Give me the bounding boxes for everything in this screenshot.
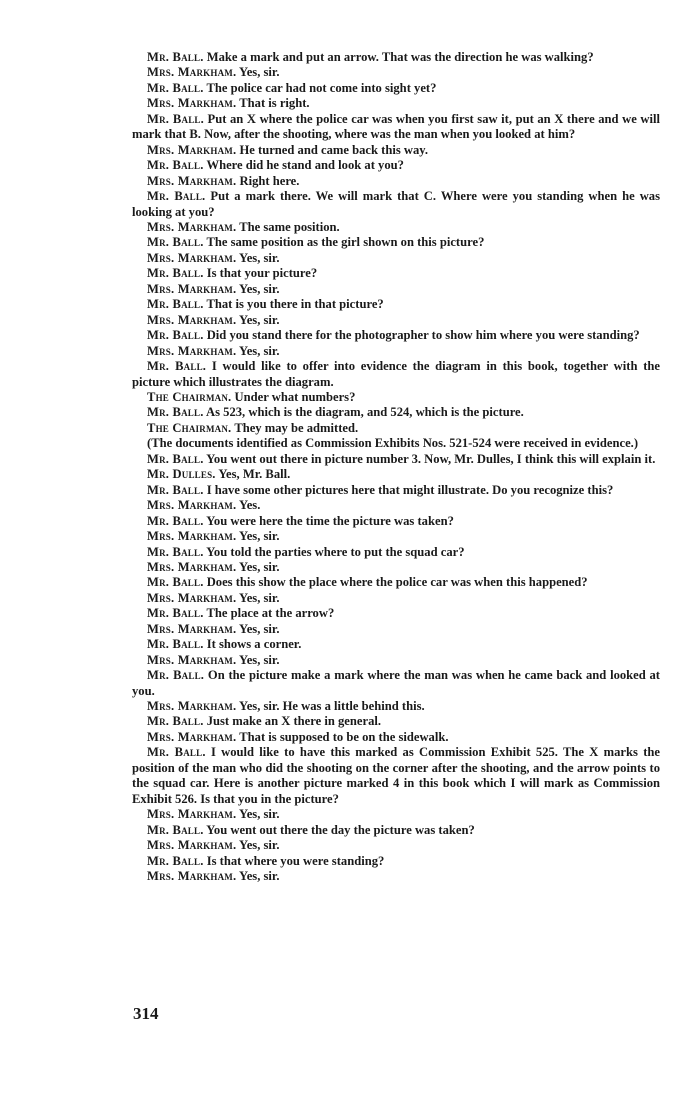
- speech-text: Yes, sir. He was a little behind this.: [239, 699, 425, 714]
- speech-text: Yes, sir.: [239, 590, 280, 605]
- testimony-paragraph: [132, 514, 660, 529]
- testimony-paragraph: [132, 838, 660, 853]
- speaker-name: Mrs. Markham.: [147, 65, 237, 80]
- speaker-name: The Chairman.: [147, 420, 232, 435]
- speech-text: (The documents identified as Commission Exhibits Nos. 521-524 were received in evidence.): [147, 436, 639, 451]
- testimony-paragraph: [132, 637, 660, 652]
- speech-text: Is that your picture?: [206, 266, 318, 281]
- speech-text: Put a mark there. We will mark that C. Where were you standing when he was looking at you?: [132, 189, 660, 219]
- speaker-name: Mr. Ball.: [147, 50, 204, 64]
- speaker-name: Mrs. Markham.: [147, 838, 237, 853]
- speech-text: That is you there in that picture?: [206, 297, 384, 312]
- testimony-paragraph: [132, 112, 660, 143]
- speech-text: You were here the time the picture was taken?: [206, 513, 454, 528]
- testimony-paragraph: [132, 266, 660, 281]
- testimony-paragraph: [132, 606, 660, 621]
- speaker-name: Mr. Ball.: [147, 544, 204, 559]
- speaker-name: Mrs. Markham.: [147, 498, 237, 513]
- testimony-paragraph: [132, 436, 660, 451]
- testimony-paragraph: [132, 174, 660, 189]
- speech-text: Yes, sir.: [239, 621, 280, 636]
- speech-text: Just make an X there in general.: [206, 714, 382, 729]
- speaker-name: Mrs. Markham.: [147, 173, 237, 188]
- speech-text: Yes, sir.: [239, 250, 280, 265]
- speaker-name: Mrs. Markham.: [147, 807, 237, 822]
- testimony-paragraph: [132, 823, 660, 838]
- speech-text: Yes, sir.: [239, 838, 280, 853]
- testimony-paragraph: [132, 50, 660, 65]
- testimony-paragraph: [132, 699, 660, 714]
- testimony-paragraph: [132, 65, 660, 80]
- testimony-paragraph: [132, 405, 660, 420]
- speaker-name: Mr. Ball.: [147, 513, 204, 528]
- speaker-name: Mrs. Markham.: [147, 590, 237, 605]
- speaker-name: Mrs. Markham.: [147, 96, 237, 111]
- speech-text: You told the parties where to put the squad car?: [206, 544, 465, 559]
- speech-text: They may be admitted.: [234, 420, 359, 435]
- speaker-name: Mrs. Markham.: [147, 312, 237, 327]
- speaker-name: Mrs. Markham.: [147, 699, 237, 714]
- speech-text: Yes, sir.: [239, 529, 280, 544]
- speech-text: Yes, sir.: [239, 281, 280, 296]
- speech-text: You went out there the day the picture was taken?: [206, 822, 475, 837]
- testimony-paragraph: [132, 483, 660, 498]
- speech-text: Where did he stand and look at you?: [206, 158, 404, 173]
- testimony-paragraph: [132, 220, 660, 235]
- speech-text: Yes, sir.: [239, 869, 280, 884]
- speaker-name: Mrs. Markham.: [147, 869, 237, 884]
- speaker-name: Mr. Ball.: [147, 405, 204, 420]
- testimony-paragraph: [132, 452, 660, 467]
- speaker-name: Mr. Dulles.: [147, 467, 216, 482]
- testimony-paragraph: [132, 359, 660, 390]
- speech-text: The same position.: [239, 219, 340, 234]
- speech-text: That is right.: [239, 96, 310, 111]
- testimony-paragraph: [132, 344, 660, 359]
- testimony-paragraph: [132, 297, 660, 312]
- testimony-paragraph: [132, 668, 660, 699]
- speaker-name: Mr. Ball.: [147, 714, 204, 729]
- speaker-name: Mr. Ball.: [147, 745, 206, 760]
- speech-text: Yes, sir.: [239, 343, 280, 358]
- speech-text: Right here.: [239, 173, 300, 188]
- speaker-name: Mrs. Markham.: [147, 621, 237, 636]
- testimony-paragraph: [132, 282, 660, 297]
- speech-text: It shows a corner.: [206, 637, 302, 652]
- speaker-name: Mr. Ball.: [147, 668, 205, 683]
- speaker-name: Mrs. Markham.: [147, 142, 237, 157]
- speech-text: Yes, sir.: [239, 652, 280, 667]
- speech-text: Did you stand there for the photographer to show him where you were standing?: [206, 328, 640, 343]
- testimony-paragraph: [132, 390, 660, 405]
- testimony-paragraph: [132, 189, 660, 220]
- speech-text: Put an X where the police car was when you first saw it, put an X there and we will mark that B. Now, after the shooting, where was the man when you looked at him?: [132, 111, 660, 142]
- testimony-paragraph: [132, 328, 660, 343]
- speech-text: He turned and came back this way.: [239, 142, 429, 157]
- speech-text: Yes.: [239, 498, 261, 513]
- speech-text: Does this show the place where the police car was when this happened?: [206, 575, 588, 590]
- testimony-paragraph: [132, 622, 660, 637]
- speaker-name: Mr. Ball.: [147, 111, 204, 126]
- speech-text: Yes, sir.: [239, 312, 280, 327]
- testimony-paragraph: [132, 854, 660, 869]
- testimony-paragraph: [132, 529, 660, 544]
- testimony-paragraph: [132, 653, 660, 668]
- speech-text: As 523, which is the diagram, and 524, which is the picture.: [206, 405, 524, 420]
- speaker-name: Mrs. Markham.: [147, 559, 237, 574]
- speech-text: I would like to have this marked as Commission Exhibit 525. The X marks the position of the man who did the shooting on the corner after the shooting, and the arrow points to the squad car. Here is another picture marked 4 in this book which I will mark as Commission Exhibit 526. Is that you in the picture?: [132, 745, 660, 806]
- testimony-paragraph: [132, 251, 660, 266]
- testimony-paragraph: [132, 467, 660, 482]
- testimony-paragraph: [132, 591, 660, 606]
- speaker-name: Mr. Ball.: [147, 297, 204, 312]
- speech-text: That is supposed to be on the sidewalk.: [239, 729, 449, 744]
- speaker-name: Mr. Ball.: [147, 235, 204, 250]
- speech-text: Make a mark and put an arrow. That was the direction he was walking?: [206, 50, 594, 64]
- speaker-name: Mr. Ball.: [147, 328, 204, 343]
- speaker-name: Mr. Ball.: [147, 853, 204, 868]
- testimony-paragraph: [132, 560, 660, 575]
- speech-text: I would like to offer into evidence the diagram in this book, together with the picture which illustrates the diagram.: [132, 359, 660, 389]
- speaker-name: Mr. Ball.: [147, 189, 206, 204]
- speaker-name: Mr. Ball.: [147, 266, 204, 281]
- testimony-paragraph: [132, 143, 660, 158]
- page-number: 314: [133, 1004, 159, 1023]
- testimony-paragraph: [132, 575, 660, 590]
- speech-text: The same position as the girl shown on this picture?: [206, 235, 485, 250]
- testimony-paragraph: [132, 714, 660, 729]
- speech-text: Is that where you were standing?: [206, 853, 385, 868]
- speaker-name: Mrs. Markham.: [147, 281, 237, 296]
- speech-text: Yes, sir.: [239, 559, 280, 574]
- speech-text: Under what numbers?: [234, 389, 356, 404]
- testimony-paragraph: [132, 313, 660, 328]
- speaker-name: Mr. Ball.: [147, 451, 204, 466]
- speaker-name: Mrs. Markham.: [147, 343, 237, 358]
- speaker-name: The Chairman.: [147, 389, 232, 404]
- speaker-name: Mr. Ball.: [147, 575, 204, 590]
- testimony-paragraph: [132, 498, 660, 513]
- speech-text: The place at the arrow?: [206, 606, 335, 621]
- speech-text: You went out there in picture number 3. Now, Mr. Dulles, I think this will explain it.: [206, 451, 656, 466]
- speaker-name: Mrs. Markham.: [147, 652, 237, 667]
- speaker-name: Mrs. Markham.: [147, 729, 237, 744]
- speaker-name: Mrs. Markham.: [147, 219, 237, 234]
- testimony-transcript: [132, 50, 660, 884]
- speaker-name: Mr. Ball.: [147, 482, 204, 497]
- testimony-paragraph: [132, 96, 660, 111]
- testimony-paragraph: [132, 235, 660, 250]
- speech-text: The police car had not come into sight yet?: [206, 80, 437, 95]
- speech-text: Yes, sir.: [239, 807, 280, 822]
- speech-text: Yes, Mr. Ball.: [218, 467, 291, 482]
- speaker-name: Mr. Ball.: [147, 359, 207, 374]
- speaker-name: Mr. Ball.: [147, 637, 204, 652]
- speaker-name: Mrs. Markham.: [147, 529, 237, 544]
- speech-text: I have some other pictures here that might illustrate. Do you recognize this?: [206, 482, 614, 497]
- speaker-name: Mr. Ball.: [147, 158, 204, 173]
- speaker-name: Mr. Ball.: [147, 606, 204, 621]
- testimony-paragraph: [132, 745, 660, 807]
- speech-text: On the picture make a mark where the man was when he came back and looked at you.: [132, 668, 660, 698]
- testimony-paragraph: [132, 807, 660, 822]
- testimony-paragraph: [132, 158, 660, 173]
- speech-text: Yes, sir.: [239, 65, 280, 80]
- speaker-name: Mr. Ball.: [147, 80, 204, 95]
- speaker-name: Mrs. Markham.: [147, 250, 237, 265]
- testimony-paragraph: [132, 545, 660, 560]
- speaker-name: Mr. Ball.: [147, 822, 204, 837]
- testimony-paragraph: [132, 869, 660, 884]
- testimony-paragraph: [132, 730, 660, 745]
- testimony-paragraph: [132, 81, 660, 96]
- testimony-paragraph: [132, 421, 660, 436]
